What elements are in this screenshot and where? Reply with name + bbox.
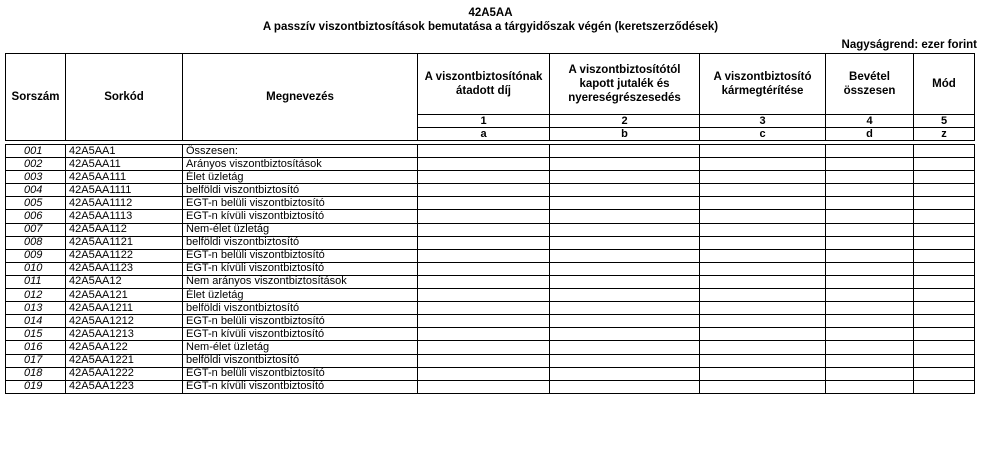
header-col1: A viszontbiztosítónak átadott díj (418, 54, 550, 115)
value-cell-d[interactable] (826, 184, 914, 197)
table-row (6, 262, 975, 275)
header-col3: A viszontbiztosító kármegtérítése (700, 54, 826, 115)
value-cell-b[interactable] (550, 302, 700, 315)
row-number: 009 (6, 249, 66, 262)
value-cell-c[interactable] (700, 380, 826, 393)
value-cell-c[interactable] (700, 249, 826, 262)
row-code: 42A5AA1 (66, 145, 183, 158)
value-cell-b[interactable] (550, 236, 700, 249)
value-cell-a[interactable] (418, 223, 550, 236)
value-cell-d[interactable] (826, 197, 914, 210)
header-sorszam: Sorszám (6, 54, 66, 141)
table-row (6, 171, 975, 184)
value-cell-c[interactable] (700, 197, 826, 210)
row-name: Nem arányos viszontbiztosítások (183, 275, 418, 288)
row-number: 017 (6, 354, 66, 367)
value-cell-a[interactable] (418, 249, 550, 262)
row-number: 006 (6, 210, 66, 223)
unit-label: Nagyságrend: ezer forint (841, 39, 977, 51)
row-number: 007 (6, 223, 66, 236)
value-cell-b[interactable] (550, 262, 700, 275)
value-cell-d[interactable] (826, 210, 914, 223)
value-cell-b[interactable] (550, 171, 700, 184)
value-cell-d[interactable] (826, 236, 914, 249)
row-number: 019 (6, 380, 66, 393)
value-cell-a[interactable] (418, 197, 550, 210)
value-cell-z[interactable] (914, 341, 975, 354)
value-cell-c[interactable] (700, 367, 826, 380)
value-cell-b[interactable] (550, 249, 700, 262)
value-cell-a[interactable] (418, 354, 550, 367)
table-row (6, 315, 975, 328)
row-code: 42A5AA1211 (66, 302, 183, 315)
row-number: 016 (6, 341, 66, 354)
value-cell-b[interactable] (550, 210, 700, 223)
value-cell-d[interactable] (826, 171, 914, 184)
row-number: 005 (6, 197, 66, 210)
row-name: EGT-n kívüli viszontbiztosító (183, 380, 418, 393)
table-row (6, 354, 975, 367)
value-cell-b[interactable] (550, 341, 700, 354)
value-cell-z[interactable] (914, 275, 975, 288)
row-name: EGT-n kívüli viszontbiztosító (183, 328, 418, 341)
value-cell-z[interactable] (914, 210, 975, 223)
row-number: 010 (6, 262, 66, 275)
header-megnevezes: Megnevezés (183, 54, 418, 141)
table-row (6, 236, 975, 249)
row-code: 42A5AA1221 (66, 354, 183, 367)
value-cell-b[interactable] (550, 184, 700, 197)
value-cell-d[interactable] (826, 315, 914, 328)
value-cell-d[interactable] (826, 249, 914, 262)
table-row (6, 210, 975, 223)
value-cell-z[interactable] (914, 249, 975, 262)
table-row (6, 302, 975, 315)
row-number: 018 (6, 367, 66, 380)
value-cell-a[interactable] (418, 289, 550, 302)
row-number: 002 (6, 158, 66, 171)
row-number: 003 (6, 171, 66, 184)
col-number-4: 4 (826, 115, 914, 128)
row-name: Nem-élet üzletág (183, 223, 418, 236)
row-name: EGT-n belüli viszontbiztosító (183, 315, 418, 328)
report-table (5, 53, 975, 394)
row-name: EGT-n belüli viszontbiztosító (183, 197, 418, 210)
value-cell-d[interactable] (826, 262, 914, 275)
col-letter-a: a (418, 128, 550, 141)
table-row (6, 289, 975, 302)
table-row (6, 367, 975, 380)
header-sorkod: Sorkód (66, 54, 183, 141)
value-cell-z[interactable] (914, 223, 975, 236)
value-cell-a[interactable] (418, 262, 550, 275)
value-cell-z[interactable] (914, 197, 975, 210)
row-code: 42A5AA1121 (66, 236, 183, 249)
value-cell-c[interactable] (700, 171, 826, 184)
value-cell-z[interactable] (914, 171, 975, 184)
row-code: 42A5AA121 (66, 289, 183, 302)
value-cell-b[interactable] (550, 145, 700, 158)
value-cell-d[interactable] (826, 223, 914, 236)
value-cell-b[interactable] (550, 315, 700, 328)
value-cell-c[interactable] (700, 315, 826, 328)
header-col5: Mód (914, 54, 975, 115)
header-col2: A viszontbiztosítótól kapott jutalék és nyereségrészesedés (550, 54, 700, 115)
row-number: 008 (6, 236, 66, 249)
value-cell-z[interactable] (914, 354, 975, 367)
row-name: Élet üzletág (183, 171, 418, 184)
table-row (6, 223, 975, 236)
value-cell-d[interactable] (826, 354, 914, 367)
value-cell-c[interactable] (700, 262, 826, 275)
value-cell-a[interactable] (418, 210, 550, 223)
value-cell-b[interactable] (550, 197, 700, 210)
value-cell-c[interactable] (700, 210, 826, 223)
col-number-2: 2 (550, 115, 700, 128)
row-number: 014 (6, 315, 66, 328)
row-code: 42A5AA12 (66, 275, 183, 288)
row-name: Nem-élet üzletág (183, 341, 418, 354)
row-name: Élet üzletág (183, 289, 418, 302)
value-cell-a[interactable] (418, 171, 550, 184)
value-cell-b[interactable] (550, 328, 700, 341)
value-cell-c[interactable] (700, 275, 826, 288)
value-cell-z[interactable] (914, 380, 975, 393)
form-code: 42A5AA (468, 7, 513, 19)
value-cell-a[interactable] (418, 145, 550, 158)
row-name: belföldi viszontbiztosító (183, 302, 418, 315)
col-letter-z: z (914, 128, 975, 141)
table-row (6, 341, 975, 354)
value-cell-z[interactable] (914, 184, 975, 197)
value-cell-c[interactable] (700, 236, 826, 249)
value-cell-a[interactable] (418, 275, 550, 288)
header-col4: Bevétel összesen (826, 54, 914, 115)
value-cell-a[interactable] (418, 367, 550, 380)
row-name: belföldi viszontbiztosító (183, 184, 418, 197)
value-cell-b[interactable] (550, 289, 700, 302)
value-cell-c[interactable] (700, 341, 826, 354)
value-cell-z[interactable] (914, 367, 975, 380)
value-cell-z[interactable] (914, 158, 975, 171)
value-cell-z[interactable] (914, 328, 975, 341)
value-cell-d[interactable] (826, 380, 914, 393)
value-cell-c[interactable] (700, 302, 826, 315)
table-row (6, 275, 975, 288)
value-cell-c[interactable] (700, 328, 826, 341)
value-cell-a[interactable] (418, 302, 550, 315)
value-cell-a[interactable] (418, 380, 550, 393)
row-name: Összesen: (183, 145, 418, 158)
row-name: belföldi viszontbiztosító (183, 354, 418, 367)
value-cell-c[interactable] (700, 184, 826, 197)
row-name: Arányos viszontbiztosítások (183, 158, 418, 171)
value-cell-a[interactable] (418, 328, 550, 341)
table-row (6, 158, 975, 171)
row-code: 42A5AA1223 (66, 380, 183, 393)
row-name: EGT-n belüli viszontbiztosító (183, 367, 418, 380)
row-number: 015 (6, 328, 66, 341)
value-cell-d[interactable] (826, 302, 914, 315)
table-row (6, 328, 975, 341)
value-cell-c[interactable] (700, 354, 826, 367)
row-name: EGT-n kívüli viszontbiztosító (183, 262, 418, 275)
row-code: 42A5AA111 (66, 171, 183, 184)
value-cell-d[interactable] (826, 275, 914, 288)
row-code: 42A5AA1113 (66, 210, 183, 223)
value-cell-b[interactable] (550, 367, 700, 380)
value-cell-b[interactable] (550, 158, 700, 171)
row-name: EGT-n kívüli viszontbiztosító (183, 210, 418, 223)
value-cell-a[interactable] (418, 184, 550, 197)
row-code: 42A5AA112 (66, 223, 183, 236)
row-code: 42A5AA1213 (66, 328, 183, 341)
value-cell-z[interactable] (914, 315, 975, 328)
row-code: 42A5AA1112 (66, 197, 183, 210)
row-code: 42A5AA1212 (66, 315, 183, 328)
value-cell-d[interactable] (826, 158, 914, 171)
row-code: 42A5AA1111 (66, 184, 183, 197)
table-row (6, 145, 975, 158)
value-cell-d[interactable] (826, 145, 914, 158)
value-cell-z[interactable] (914, 236, 975, 249)
col-letter-d: d (826, 128, 914, 141)
value-cell-a[interactable] (418, 315, 550, 328)
value-cell-d[interactable] (826, 328, 914, 341)
row-name: EGT-n belüli viszontbiztosító (183, 249, 418, 262)
col-letter-c: c (700, 128, 826, 141)
table-row (6, 197, 975, 210)
row-code: 42A5AA11 (66, 158, 183, 171)
value-cell-d[interactable] (826, 367, 914, 380)
value-cell-b[interactable] (550, 275, 700, 288)
row-number: 013 (6, 302, 66, 315)
value-cell-c[interactable] (700, 158, 826, 171)
row-number: 012 (6, 289, 66, 302)
value-cell-d[interactable] (826, 341, 914, 354)
row-number: 004 (6, 184, 66, 197)
row-code: 42A5AA122 (66, 341, 183, 354)
row-name: belföldi viszontbiztosító (183, 236, 418, 249)
table-row (6, 249, 975, 262)
value-cell-d[interactable] (826, 289, 914, 302)
value-cell-z[interactable] (914, 302, 975, 315)
table-row (6, 380, 975, 393)
row-code: 42A5AA1222 (66, 367, 183, 380)
value-cell-c[interactable] (700, 145, 826, 158)
value-cell-z[interactable] (914, 145, 975, 158)
value-cell-b[interactable] (550, 223, 700, 236)
table-row (6, 184, 975, 197)
value-cell-b[interactable] (550, 354, 700, 367)
form-title: A passzív viszontbiztosítások bemutatása a tárgyidőszak végén (keretszerződések) (262, 21, 719, 33)
value-cell-z[interactable] (914, 289, 975, 302)
col-number-5: 5 (914, 115, 975, 128)
value-cell-b[interactable] (550, 380, 700, 393)
row-number: 011 (6, 275, 66, 288)
value-cell-z[interactable] (914, 262, 975, 275)
value-cell-c[interactable] (700, 223, 826, 236)
row-code: 42A5AA1123 (66, 262, 183, 275)
col-number-3: 3 (700, 115, 826, 128)
value-cell-c[interactable] (700, 289, 826, 302)
value-cell-a[interactable] (418, 158, 550, 171)
col-number-1: 1 (418, 115, 550, 128)
row-number: 001 (6, 145, 66, 158)
col-letter-b: b (550, 128, 700, 141)
value-cell-a[interactable] (418, 236, 550, 249)
value-cell-a[interactable] (418, 341, 550, 354)
row-code: 42A5AA1122 (66, 249, 183, 262)
